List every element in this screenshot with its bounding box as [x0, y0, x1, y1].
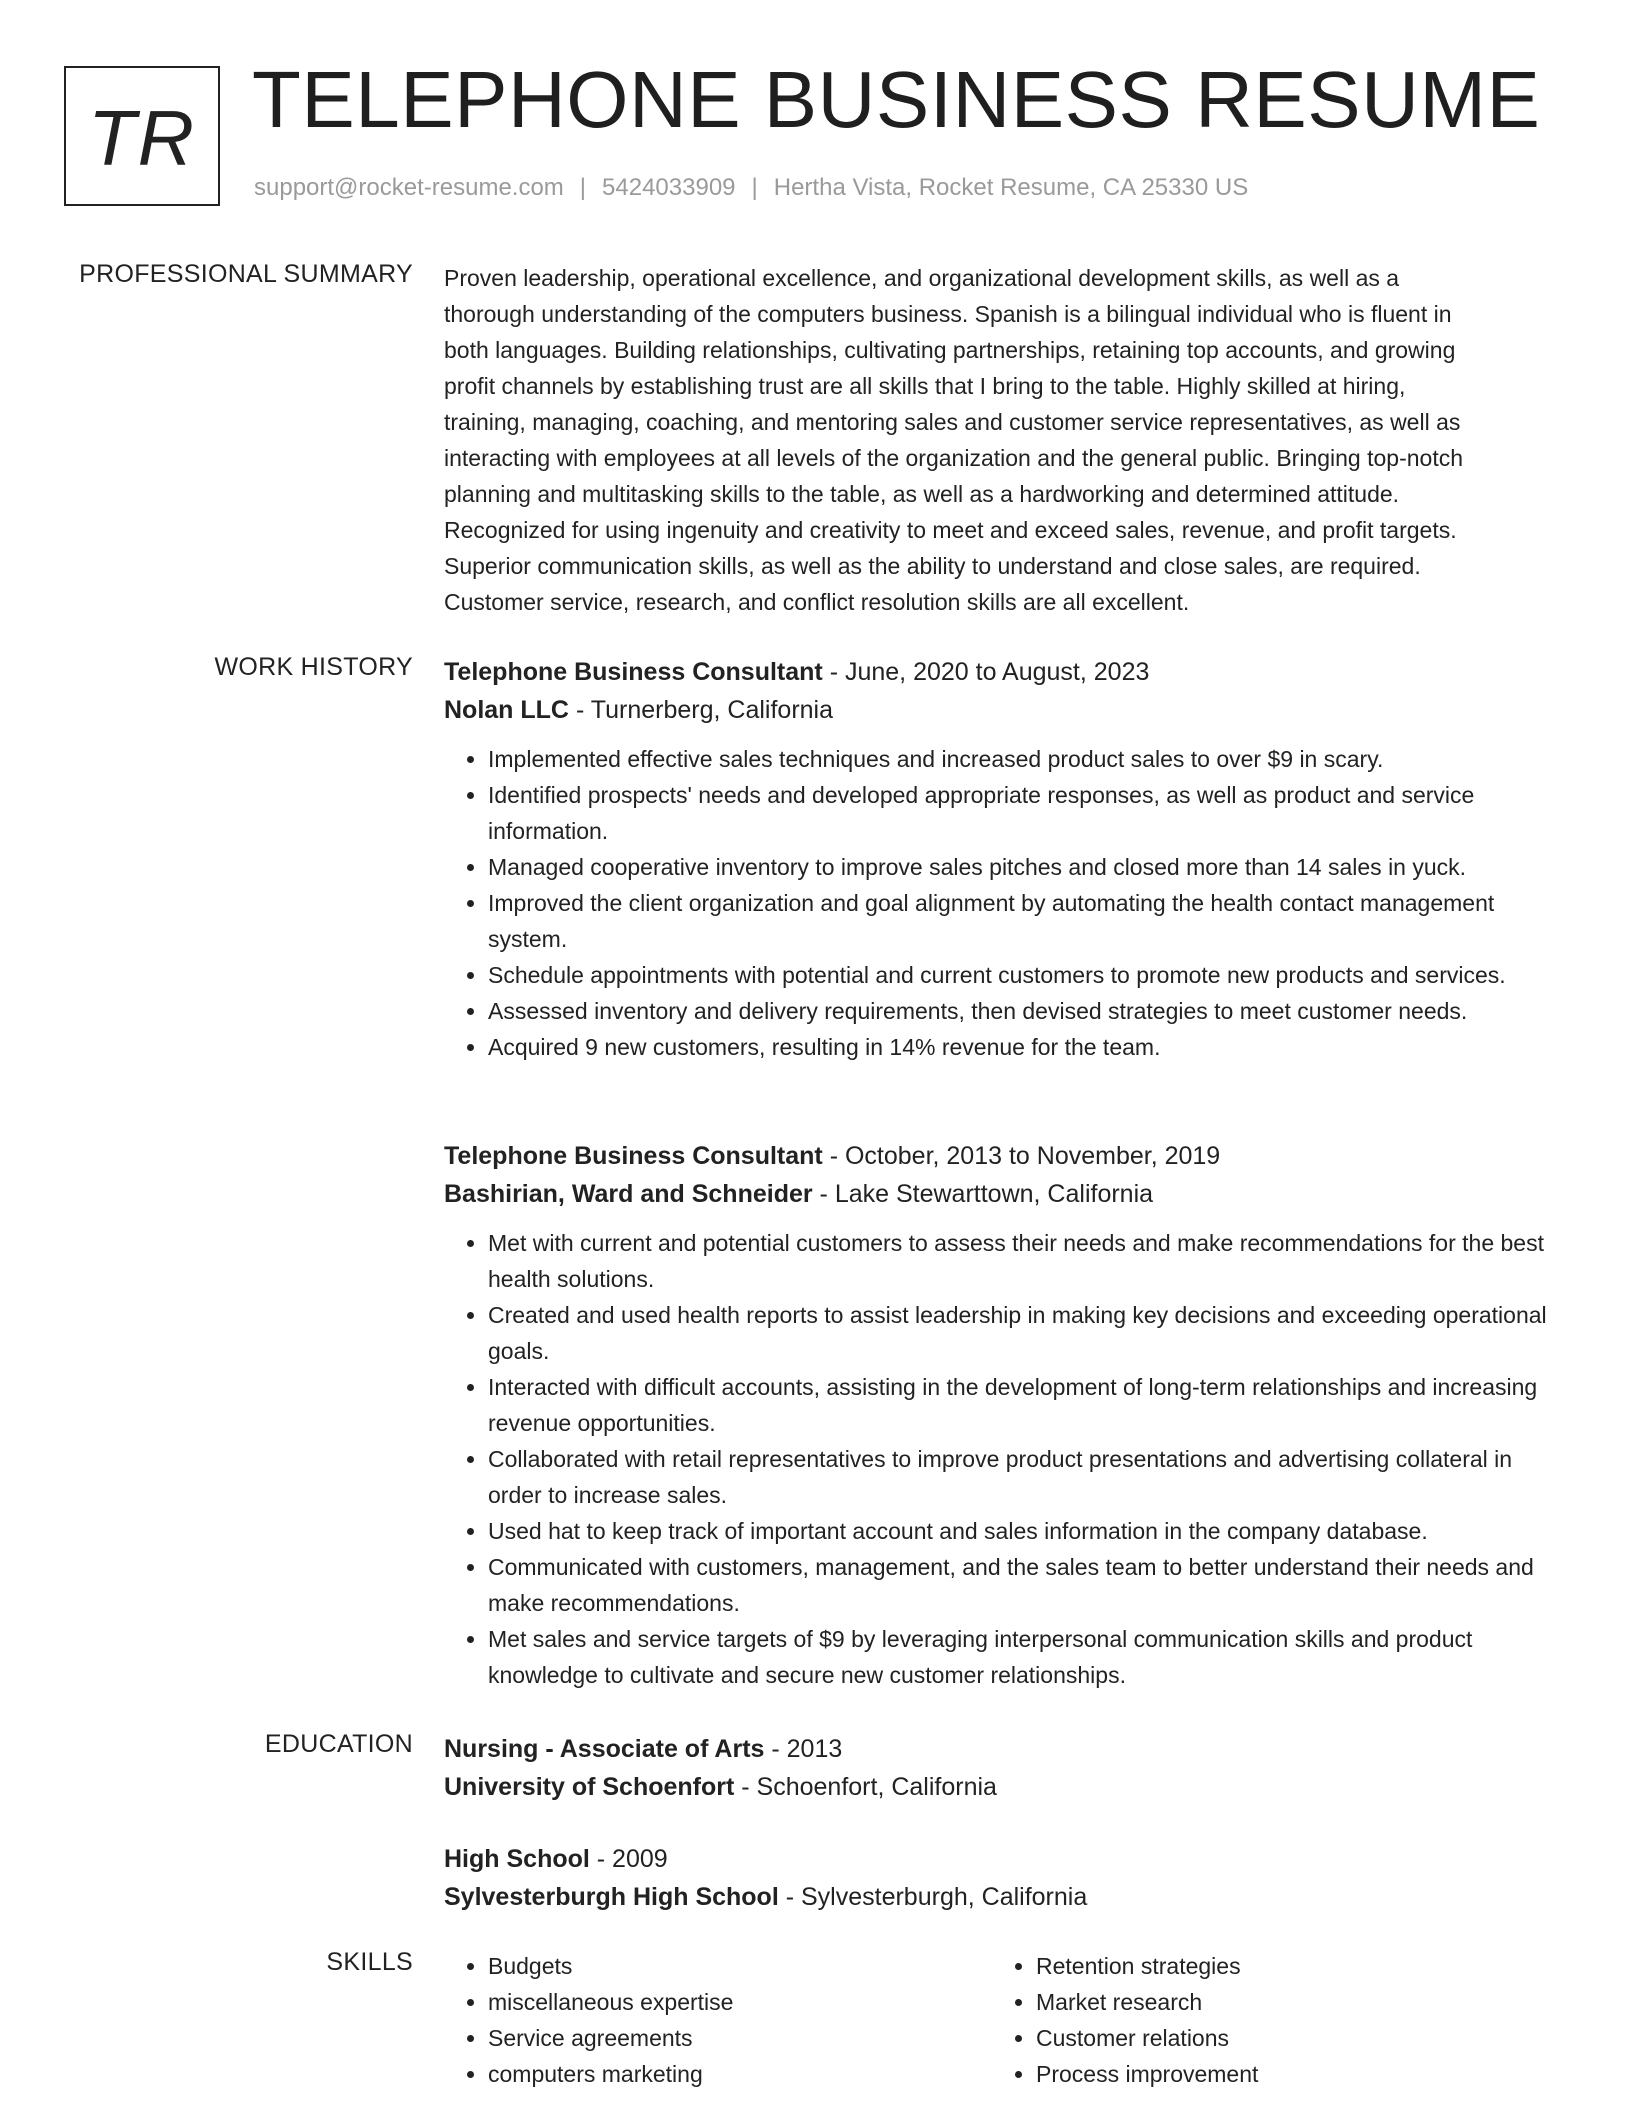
skills-column-left [444, 1948, 992, 2092]
skill-item: • Budgets [488, 1948, 992, 1984]
monogram-initials: TR [88, 93, 196, 182]
job-bullet: • Schedule appointments with potential and current customers to promote new products and services. [488, 957, 1564, 993]
job-title-line [444, 1137, 1564, 1175]
job-bullet: • Interacted with difficult accounts, assisting in the development of long-term relationships and increasing revenue opportunities. [488, 1369, 1564, 1441]
job-bullet: • Implemented effective sales techniques and increased product sales to over $9 in scary. [488, 741, 1564, 777]
resume-title: TELEPHONE BUSINESS RESUME [252, 55, 1541, 144]
contact-separator: | [751, 174, 758, 201]
job-dates: - October, 2013 to November, 2019 [822, 1142, 1221, 1170]
skill-item: • miscellaneous expertise [488, 1984, 992, 2020]
summary-line: training, managing, coaching, and mentoring sales and customer service representatives, as well as [444, 409, 1461, 435]
section-label-summary: PROFESSIONAL SUMMARY [79, 260, 413, 288]
education-school-line [444, 1878, 1564, 1916]
contact-line [254, 174, 1248, 202]
education-entry [444, 1730, 1564, 1806]
education-degree: High School [444, 1845, 590, 1873]
job-bullet: • Used hat to keep track of important account and sales information in the company database. [488, 1513, 1564, 1549]
skills-grid [444, 1948, 1564, 2092]
monogram-box [64, 66, 220, 206]
education-school-line [444, 1768, 1564, 1806]
summary-line: Recognized for using ingenuity and creativity to meet and exceed sales, revenue, and profit targets. [444, 517, 1457, 543]
section-label-education: EDUCATION [264, 1730, 413, 1758]
job-location: - Lake Stewarttown, California [812, 1180, 1154, 1208]
job-bullets [444, 741, 1564, 1065]
contact-separator: | [579, 174, 587, 201]
job-title: Telephone Business Consultant [444, 658, 823, 686]
summary-line: both languages. Building relationships, cultivating partnerships, retaining top accounts, and growing [444, 337, 1456, 363]
job-entry [444, 653, 1564, 1065]
job-dates: - June, 2020 to August, 2023 [822, 658, 1150, 686]
job-company-line [444, 1175, 1564, 1213]
job-bullet: • Acquired 9 new customers, resulting in 14% revenue for the team. [488, 1029, 1564, 1065]
education-school: University of Schoenfort [444, 1773, 735, 1801]
section-label-work: WORK HISTORY [214, 653, 413, 681]
job-title-line [444, 653, 1564, 691]
education-entry [444, 1840, 1564, 1916]
contact-email[interactable]: support@rocket-resume.com [254, 174, 564, 201]
job-bullet: • Met sales and service targets of $9 by leveraging interpersonal communication skills and product knowledge to cultivate and secure new customer relationships. [488, 1621, 1564, 1693]
skill-item: • Retention strategies [1036, 1948, 1540, 1984]
skill-item: • computers marketing [488, 2056, 992, 2092]
summary-line: thorough understanding of the computers business. Spanish is a bilingual individual who is fluent in [444, 301, 1452, 327]
job-bullet: • Created and used health reports to assist leadership in making key decisions and exceeding operational goals. [488, 1297, 1564, 1369]
education-location: - Sylvesterburgh, California [778, 1883, 1088, 1911]
skills-body [444, 1948, 1564, 2092]
job-bullets [444, 1225, 1564, 1693]
summary-line: interacting with employees at all levels of the organization and the general public. Bringing top-notch [444, 445, 1464, 471]
job-bullet: • Communicated with customers, management, and the sales team to better understand their needs and make recommendations. [488, 1549, 1564, 1621]
job-bullet: • Improved the client organization and goal alignment by automating the health contact management system. [488, 885, 1564, 957]
education-year: - 2013 [764, 1735, 843, 1763]
skill-item: • Customer relations [1036, 2020, 1540, 2056]
summary-line: planning and multitasking skills to the table, as well as a hardworking and determined attitude. [444, 481, 1400, 507]
summary-line: Superior communication skills, as well as the ability to understand and close sales, are required. [444, 553, 1421, 579]
contact-address: Hertha Vista, Rocket Resume, CA 25330 US [773, 174, 1249, 201]
job-title: Telephone Business Consultant [444, 1142, 823, 1170]
contact-phone[interactable]: 5424033909 [602, 174, 736, 201]
summary-text [444, 260, 1564, 620]
education-location: - Schoenfort, California [734, 1773, 997, 1801]
education-year: - 2009 [589, 1845, 668, 1873]
education-degree: Nursing - Associate of Arts [444, 1735, 765, 1763]
job-company-line [444, 691, 1564, 729]
job-bullet: • Met with current and potential customers to assess their needs and make recommendations for the best health solutions. [488, 1225, 1564, 1297]
job-bullet: • Managed cooperative inventory to improve sales pitches and closed more than 14 sales in yuck. [488, 849, 1564, 885]
job-bullet: • Collaborated with retail representatives to improve product presentations and advertising collateral in order to increase sales. [488, 1441, 1564, 1513]
job-location: - Turnerberg, California [569, 696, 834, 724]
job-company: Nolan LLC [444, 696, 569, 724]
skills-column-right [992, 1948, 1540, 2092]
skill-item: • Service agreements [488, 2020, 992, 2056]
job-entry [444, 1137, 1564, 1693]
summary-line: profit channels by establishing trust are all skills that I bring to the table. Highly skilled at hiring, [444, 373, 1406, 399]
skill-item: • Market research [1036, 1984, 1540, 2020]
job-company: Bashirian, Ward and Schneider [444, 1180, 813, 1208]
summary-line: Proven leadership, operational excellence, and organizational development skills, as well as a [444, 265, 1400, 291]
job-bullet: • Assessed inventory and delivery requirements, then devised strategies to meet customer needs. [488, 993, 1564, 1029]
summary-line: Customer service, research, and conflict resolution skills are all excellent. [444, 589, 1190, 615]
education-school: Sylvesterburgh High School [444, 1883, 779, 1911]
education-degree-line [444, 1730, 1564, 1768]
section-label-skills: SKILLS [326, 1948, 413, 1976]
skill-item: • Process improvement [1036, 2056, 1540, 2092]
education-degree-line [444, 1840, 1564, 1878]
job-bullet: • Identified prospects' needs and developed appropriate responses, as well as product and service information. [488, 777, 1564, 849]
